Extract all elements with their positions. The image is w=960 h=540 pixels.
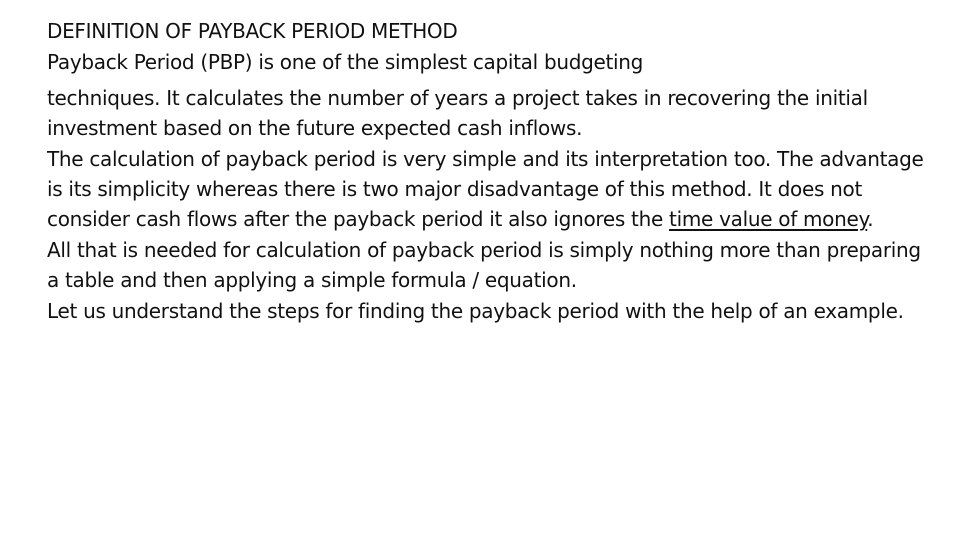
time-value-of-money-link[interactable]: time value of money [669, 207, 868, 231]
slide-heading: DEFINITION OF PAYBACK PERIOD METHOD [47, 19, 458, 43]
slide-text-body [47, 16, 927, 326]
paragraph-example: Let us understand the steps for finding the payback period with the help of an example. [47, 299, 904, 323]
paragraph-calculation-end: . [867, 207, 874, 231]
intro-line: Payback Period (PBP) is one of the simplest capital budgeting [47, 50, 644, 74]
paragraph-techniques: techniques. It calculates the number of years a project takes in recovering the initial investment based on the future expected cash inflows. [47, 86, 868, 140]
paragraph-requirements: All that is needed for calculation of payback period is simply nothing more than preparing a table and then applying a simple formula / equation. [47, 238, 921, 292]
paragraph-calculation [47, 144, 927, 234]
paragraph-calculation-text: The calculation of payback period is very simple and its interpretation too. The advantage is its simplicity whereas there is two major disadvantage of this method. It does not consider cash flows after the payback period it also ignores the [47, 147, 924, 231]
